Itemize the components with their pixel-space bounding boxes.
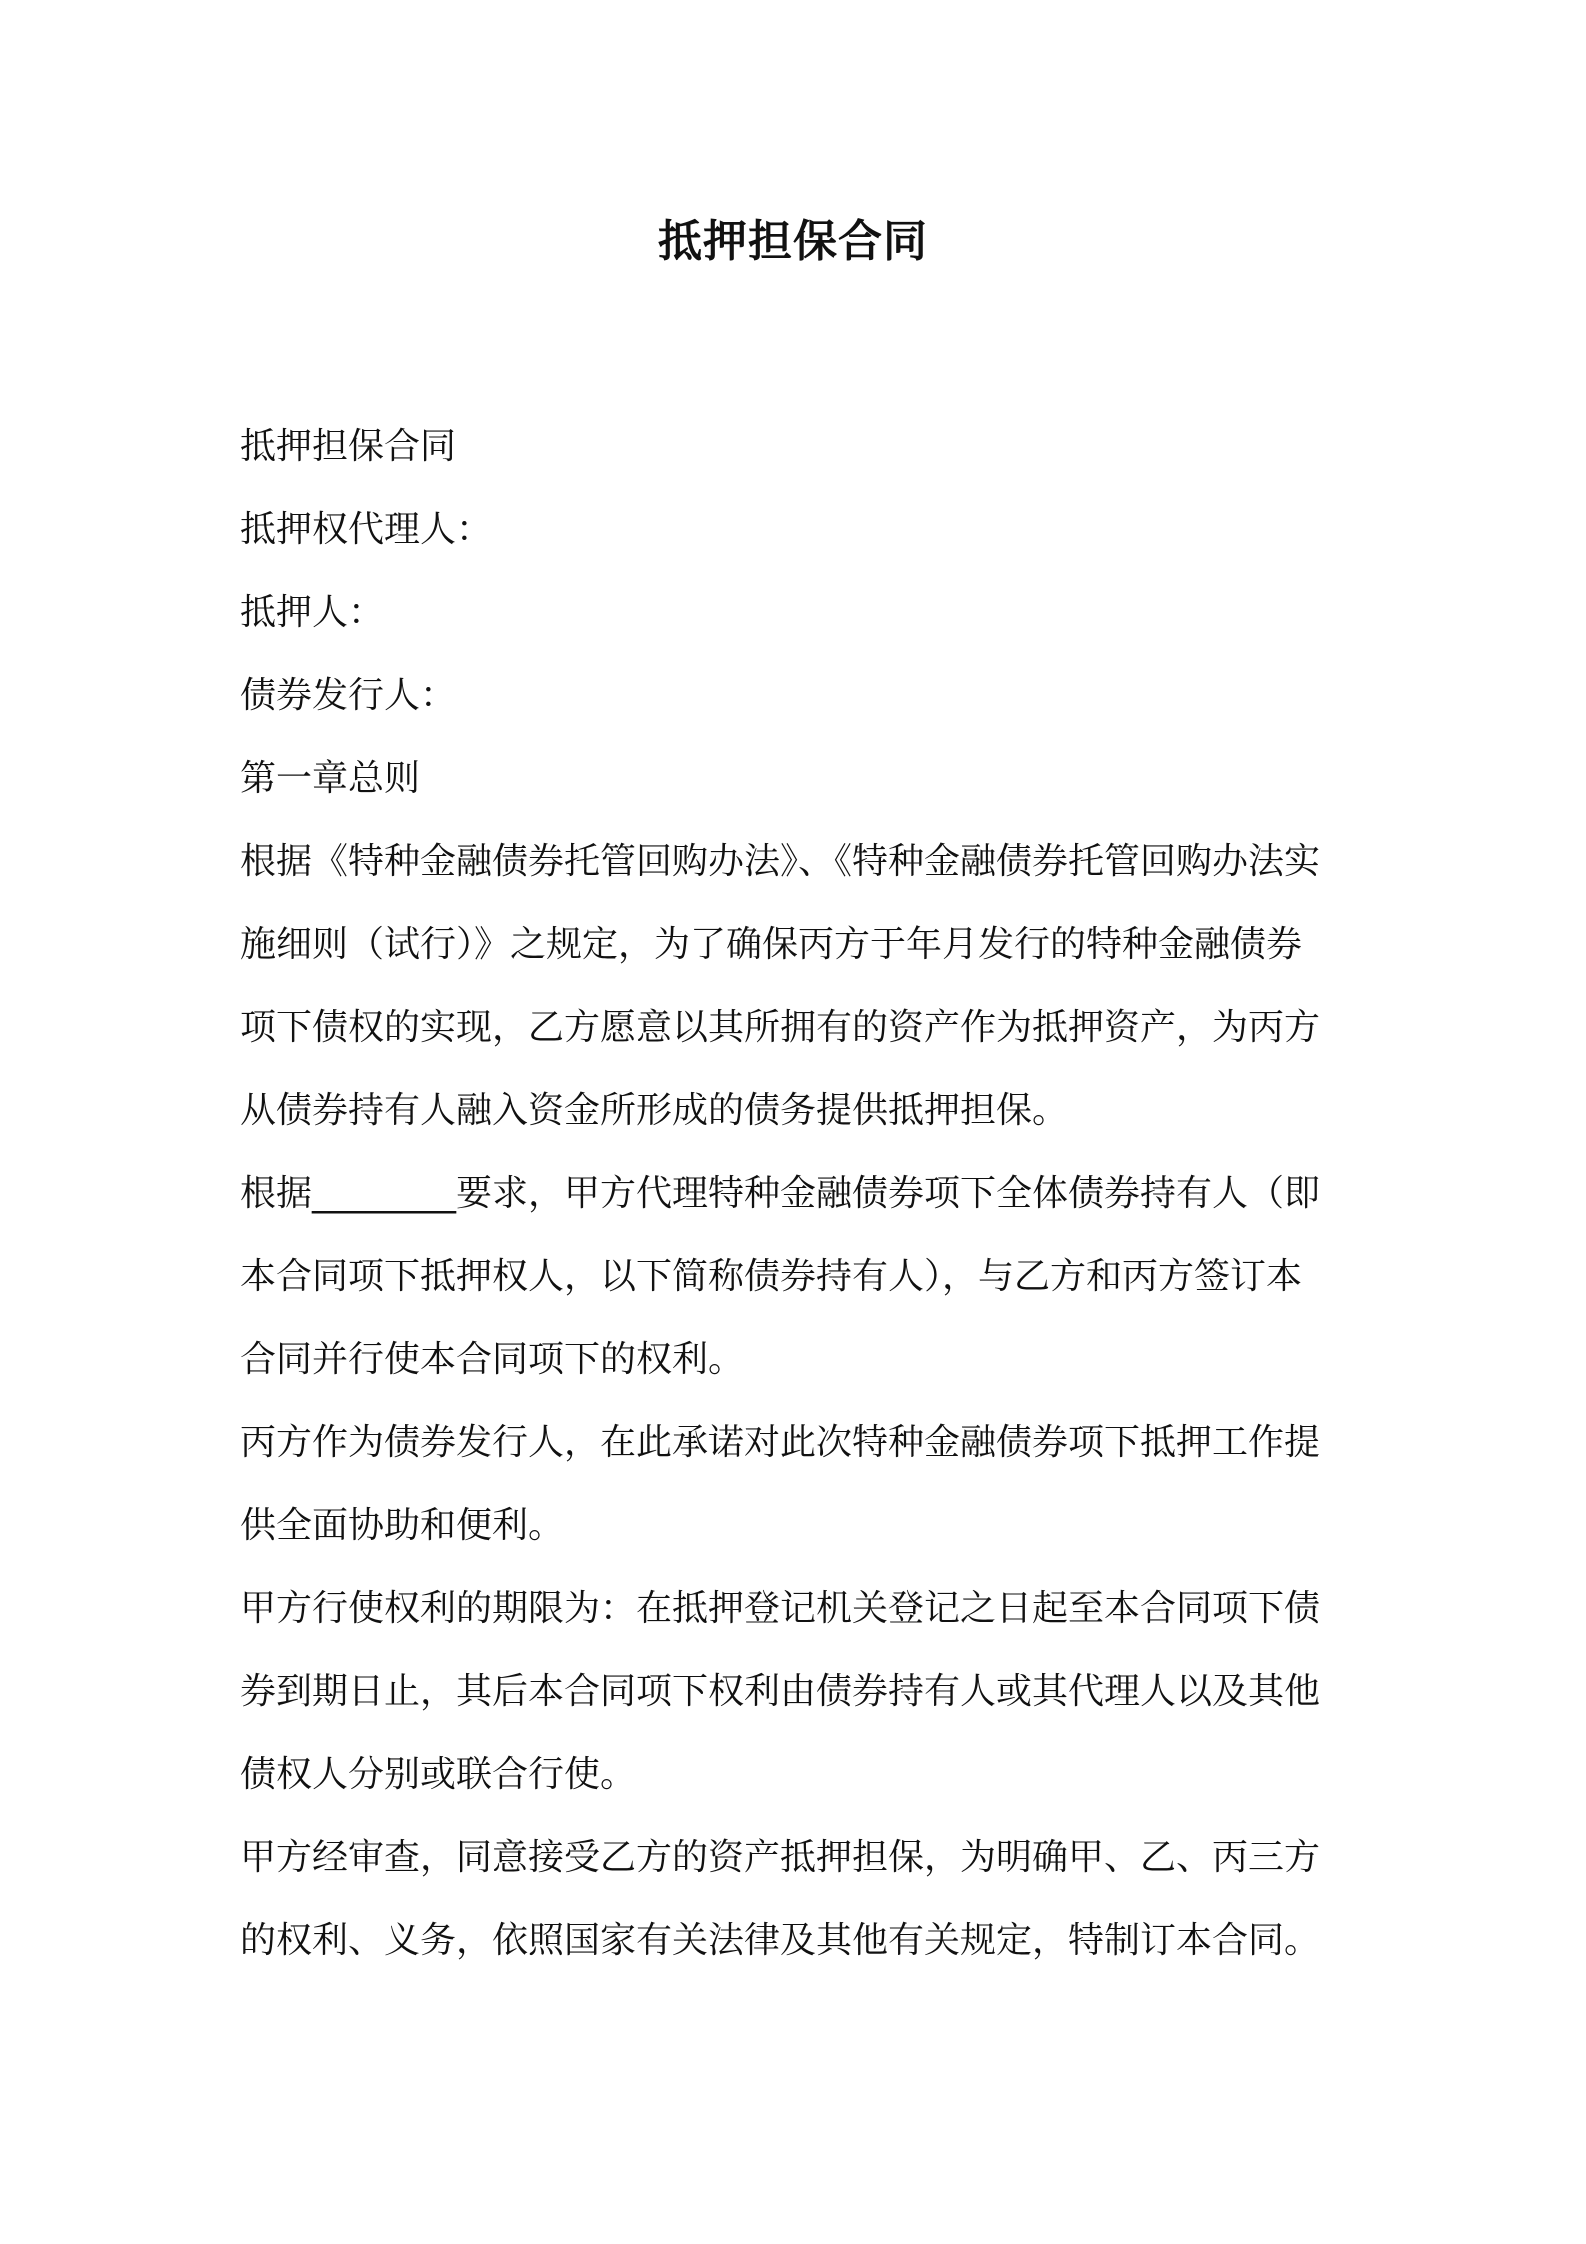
body-line: 债权人分别或联合行使。: [240, 1754, 637, 1795]
body-line: 施细则（试行）》之规定，为了确保丙方于年月发行的特种金融债券: [240, 924, 1303, 965]
body-line: 根据《特种金融债券托管回购办法》、《特种金融债券托管回购办法实: [240, 841, 1321, 882]
section-heading: 第一章总则: [240, 758, 421, 799]
body-line: 甲方经审查，同意接受乙方的资产抵押担保，为明确甲、乙、丙三方: [240, 1837, 1321, 1878]
body-line: 的权利、义务，依照国家有关法律及其他有关规定，特制订本合同。: [240, 1920, 1321, 1961]
body-line: 合同并行使本合同项下的权利。: [240, 1339, 745, 1380]
body-line: 从债券持有人融入资金所形成的债务提供抵押担保。: [240, 1090, 1069, 1131]
body-line: 项下债权的实现，乙方愿意以其所拥有的资产作为抵押资产，为丙方: [240, 1007, 1321, 1048]
document-body: [240, 405, 1360, 1982]
body-line: 甲方行使权利的期限为：在抵押登记机关登记之日起至本合同项下债: [240, 1588, 1321, 1629]
body-line: 抵押担保合同: [240, 426, 457, 467]
body-line: 券到期日止，其后本合同项下权利由债券持有人或其代理人以及其他: [240, 1671, 1321, 1712]
body-line: 抵押权代理人：: [240, 509, 493, 550]
body-line: 抵押人：: [240, 592, 385, 633]
body-line: 供全面协助和便利。: [240, 1505, 565, 1546]
body-line: 丙方作为债券发行人，在此承诺对此次特种金融债券项下抵押工作提: [240, 1422, 1321, 1463]
body-line: 债券发行人：: [240, 675, 457, 716]
body-line: 根据________要求，甲方代理特种金融债券项下全体债券持有人（即: [240, 1173, 1321, 1214]
body-line: 本合同项下抵押权人，以下简称债券持有人），与乙方和丙方签订本: [240, 1256, 1303, 1297]
document-title: 抵押担保合同: [658, 216, 928, 267]
